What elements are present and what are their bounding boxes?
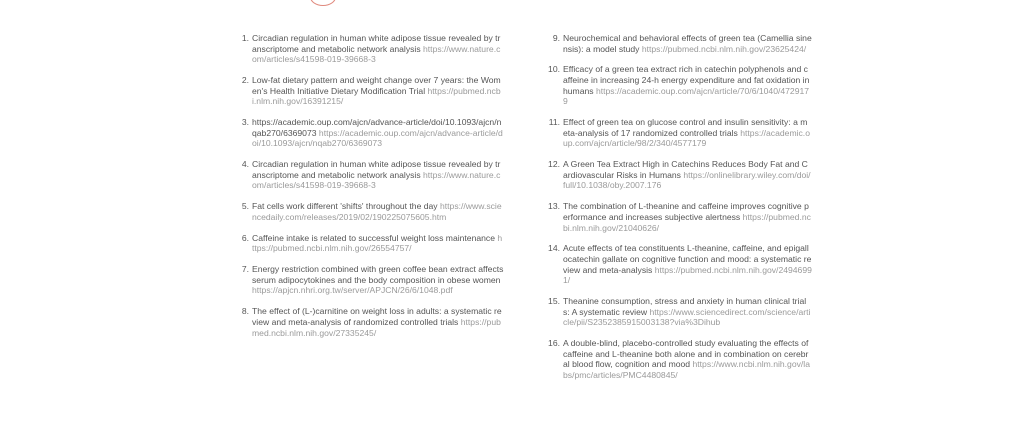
reference-number: 7.: [241, 264, 249, 275]
reference-number: 1.: [241, 33, 249, 43]
reference-body: [563, 243, 812, 285]
reference-link[interactable]: https://academic.oup.com/ajcn/article/70/6/1040/4729179: [563, 85, 810, 107]
reference-item: [236, 201, 504, 222]
reference-item: [544, 338, 812, 380]
reference-body: [563, 338, 812, 380]
reference-item: [236, 33, 504, 65]
reference-item: [236, 117, 504, 149]
reference-link[interactable]: https://pubmed.ncbi.nlm.nih.gov/27335245/: [252, 316, 501, 338]
reference-item: [236, 233, 504, 254]
reference-number: 13.: [548, 201, 560, 212]
reference-link[interactable]: https://www.nature.com/articles/s41598-019-39668-3: [252, 43, 501, 65]
reference-number: 15.: [548, 296, 560, 307]
reference-body: [252, 264, 504, 296]
reference-link[interactable]: https://www.ncbi.nlm.nih.gov/labs/pmc/articles/PMC4480845/: [563, 359, 810, 380]
reference-title: Acute effects of tea constituents L-theanine, caffeine, and epigallocatechin gallate on cognitive function and mood: a systematic review and meta-analysis: [563, 243, 812, 275]
reference-item: [236, 306, 504, 338]
reference-title: Neurochemical and behavioral effects of green tea (Camellia sinensis): a model study: [563, 33, 812, 54]
reference-item: [544, 33, 812, 54]
reference-item: [236, 264, 504, 296]
reference-link[interactable]: https://pubmed.ncbi.nlm.nih.gov/23625424/: [641, 43, 807, 54]
reference-body: [252, 117, 504, 149]
reference-link[interactable]: https://www.nature.com/articles/s41598-019-39668-3: [252, 169, 501, 191]
reference-title: Energy restriction combined with green coffee bean extract affects serum adipocytokines and the body composition in obese women: [252, 264, 504, 285]
reference-number: 2.: [241, 75, 249, 86]
reference-title: Fat cells work different 'shifts' throughout the day: [252, 201, 438, 212]
reference-link[interactable]: https://onlinelibrary.wiley.com/doi/full/10.1038/oby.2007.176: [563, 169, 811, 191]
reference-link[interactable]: https://pubmed.ncbi.nlm.nih.gov/21040626/: [563, 211, 811, 233]
reference-body: [563, 296, 812, 328]
reference-body: [252, 75, 504, 107]
reference-title: Low-fat dietary pattern and weight change over 7 years: the Women's Health Initiative Dietary Modification Trial: [252, 75, 501, 96]
reference-link[interactable]: https://pubmed.ncbi.nlm.nih.gov/26554757/: [252, 232, 503, 254]
reference-title: Efficacy of a green tea extract rich in catechin polyphenols and caffeine in increasing 24-h energy expenditure and fat oxidation in humans: [563, 64, 810, 96]
reference-number: 16.: [548, 338, 560, 349]
reference-title: Circadian regulation in human white adipose tissue revealed by transcriptome and metabolic network analysis: [252, 33, 501, 54]
reference-body: [252, 33, 504, 65]
reference-title: Effect of green tea on glucose control and insulin sensitivity: a meta-analysis of 17 randomized controlled trials: [563, 117, 808, 138]
reference-link[interactable]: https://apjcn.nhri.org.tw/server/APJCN/26/6/1048.pdf: [252, 285, 453, 296]
reference-item: [544, 243, 812, 285]
top-cropped-header: [0, 0, 1024, 6]
reference-item: [236, 75, 504, 107]
reference-number: 5.: [241, 201, 249, 212]
reference-number: 8.: [241, 306, 249, 317]
reference-title: The effect of (L-)carnitine on weight loss in adults: a systematic review and meta-analysis of randomized controlled trials: [252, 306, 502, 327]
reference-body: [563, 64, 812, 106]
reference-title: Circadian regulation in human white adipose tissue revealed by transcriptome and metabolic network analysis: [252, 159, 501, 180]
reference-item: [544, 117, 812, 149]
reference-body: [563, 33, 812, 54]
reference-number: 6.: [241, 232, 249, 243]
reference-body: [252, 233, 504, 254]
reference-link[interactable]: https://www.sciencedaily.com/releases/2019/02/190225075605.htm: [252, 201, 502, 222]
reference-title: Theanine consumption, stress and anxiety in human clinical trials: A systematic review: [563, 296, 807, 317]
reference-link[interactable]: https://www.sciencedirect.com/science/article/pii/S2352385915003138?via%3Dihub: [563, 306, 811, 328]
references-list-right: [544, 33, 812, 391]
reference-title: A Green Tea Extract High in Catechins Reduces Body Fat and Cardiovascular Risks in Humans: [563, 159, 808, 180]
reference-item: [544, 64, 812, 106]
reference-link[interactable]: https://academic.oup.com/ajcn/article/98/2/340/4577179: [563, 127, 810, 149]
reference-body: [252, 201, 504, 222]
reference-link[interactable]: https://academic.oup.com/ajcn/advance-article/doi/10.1093/ajcn/nqab270/6369073: [252, 127, 503, 149]
reference-title: The combination of L-theanine and caffeine improves cognitive performance and increases subjective alertness: [563, 201, 809, 222]
references-list-left: [236, 33, 504, 348]
reference-item: [544, 159, 812, 191]
reference-number: 11.: [548, 117, 560, 128]
reference-number: 3.: [241, 117, 249, 128]
reference-number: 4.: [241, 159, 249, 170]
logo-icon: [310, 0, 336, 6]
reference-body: [563, 159, 812, 191]
reference-body: [252, 159, 504, 191]
reference-link[interactable]: https://pubmed.ncbi.nlm.nih.gov/24946991/: [563, 264, 812, 286]
reference-body: [563, 117, 812, 149]
reference-number: 14.: [548, 243, 560, 254]
reference-number: 12.: [548, 159, 560, 170]
reference-item: [544, 296, 812, 328]
reference-item: [236, 159, 504, 191]
reference-number: 9.: [552, 33, 560, 43]
reference-item: [544, 201, 812, 233]
reference-title: Caffeine intake is related to successful weight loss maintenance: [252, 232, 495, 243]
reference-title: A double-blind, placebo-controlled study evaluating the effects of caffeine and L-theanine both alone and in combination on cerebral blood flow, cognition and mood: [563, 338, 809, 370]
reference-body: [252, 306, 504, 338]
reference-link[interactable]: https://pubmed.ncbi.nlm.nih.gov/16391215/: [252, 85, 501, 107]
reference-number: 10.: [548, 64, 560, 75]
reference-title: https://academic.oup.com/ajcn/advance-article/doi/10.1093/ajcn/nqab270/6369073: [252, 117, 502, 138]
reference-body: [563, 201, 812, 233]
